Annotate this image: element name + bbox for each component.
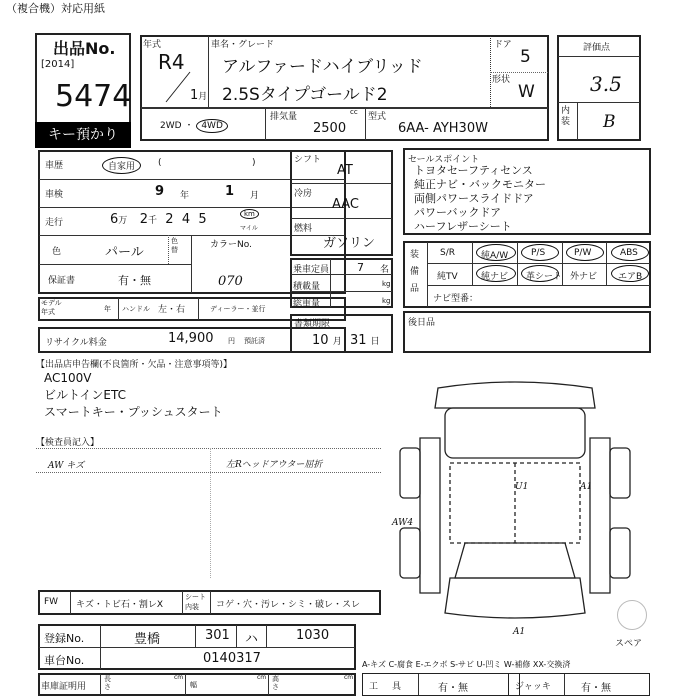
score-value: 3.5: [590, 72, 622, 96]
equip-sunroof: S/R: [440, 248, 455, 258]
seller-note: ビルトインETC: [44, 388, 126, 402]
inspection-label: 車検: [45, 190, 64, 200]
registration-city: 豊橋: [134, 632, 161, 647]
later-items-label: 後日品: [408, 318, 436, 328]
usage-label: 車歴: [45, 161, 64, 171]
spare-label: スペア: [615, 639, 643, 649]
equip-alloy-wheels-circled: 純A/W: [481, 251, 509, 261]
seat-items: コゲ・穴・汚レ・シミ・破レ・スレ: [216, 600, 361, 610]
ac-label: 冷房: [294, 189, 313, 199]
mileage-hundreds: 2: [165, 212, 174, 227]
inspector-label: 【検査員記入】: [36, 438, 100, 448]
interior-score: B: [603, 112, 616, 132]
sales-points-label: セールスポイント: [408, 155, 480, 165]
equip-leather-circled: 革シート: [526, 272, 563, 282]
unit-10k: 万: [118, 216, 128, 226]
lot-year-tag: [2014]: [41, 59, 75, 70]
recycle-label: リサイクル料金: [45, 338, 107, 348]
fuel-label: 燃料: [294, 224, 313, 234]
mileage-label: 走行: [45, 218, 64, 228]
drive-4wd-circled: 4WD: [196, 119, 228, 133]
seller-note: AC100V: [44, 371, 92, 385]
capacity-label: 乗車定員: [293, 265, 330, 275]
sales-point: 両側パワースライドドア: [414, 192, 534, 205]
shift-value: AT: [337, 163, 353, 178]
dealer-value: ディーラー・並行: [210, 305, 266, 313]
door-label: ドア: [494, 40, 512, 50]
month-unit: 月: [198, 92, 208, 102]
handle-label: ハンドル: [122, 305, 150, 313]
jack-box: [508, 673, 650, 696]
model-year-label: モデル年式: [41, 299, 62, 316]
seller-note: スマートキー・プッシュスタート: [44, 405, 223, 419]
equip-power-windows-circled: P/W: [574, 248, 592, 258]
sales-points-list: [414, 164, 546, 234]
garage-label: 車庫証明用: [41, 682, 87, 692]
deposited: 預託済: [244, 337, 265, 345]
paper-note: （複合機）対応用紙: [6, 2, 105, 15]
mileage-1k: 2: [139, 212, 148, 227]
docs-month: 10: [312, 333, 329, 348]
model-label: 型式: [368, 112, 387, 122]
docs-month-unit: 月: [332, 337, 342, 347]
damage-mark: AW4: [392, 518, 414, 528]
inspection-year: 9: [155, 184, 165, 199]
car-name: アルファードハイブリッド: [222, 57, 423, 77]
docs-day: 31: [349, 333, 367, 348]
drive-sep: ・: [184, 121, 194, 131]
registration-kana: ハ: [245, 632, 259, 647]
width-label: 幅: [190, 681, 197, 689]
fw-items: キズ・トビ石・割レX: [76, 600, 163, 610]
sales-point: ハーフレザーシート: [414, 220, 512, 233]
chassis-number: 0140317: [203, 651, 261, 666]
name-label: 車名・グレード: [211, 40, 275, 50]
recycle-fee: 14,900: [168, 331, 214, 346]
equip-abs-circled: ABS: [620, 248, 638, 258]
height-label: 高さ: [272, 675, 279, 691]
model-code: 6AA- AYH30W: [398, 121, 488, 136]
handle-value: 左・右: [158, 305, 186, 315]
interior-label: 内装: [561, 106, 571, 127]
tools-label: 工具: [369, 682, 416, 692]
usage-circled: 自家用: [102, 157, 141, 174]
spare-tire-icon: [617, 600, 647, 630]
equipment-label: 装備品: [410, 250, 420, 294]
damage-legend: A-キズ C-腐食 E-エクボ S-サビ U-凹ミ W-補修 XX-交換済: [362, 660, 571, 669]
month-value: [190, 88, 207, 103]
lot-number: 5474: [55, 79, 132, 114]
sales-point: 純正ナビ・バックモニター: [414, 178, 546, 191]
month-number: 1: [190, 88, 199, 103]
mileage-ones: 5: [198, 212, 207, 227]
inspector-note-1: AW キズ: [48, 461, 85, 471]
gross-label: 総重量: [293, 299, 321, 309]
shape-value: W: [518, 82, 535, 102]
cc-unit: cc: [350, 108, 358, 116]
capacity-value: 7: [357, 261, 364, 274]
docs-label: 書類期限: [294, 319, 331, 329]
equip-aftermarket-navi: 外ナビ: [570, 272, 598, 282]
drive-2wd: 2WD: [160, 121, 182, 131]
equip-airbag-circled: エアB: [618, 272, 643, 282]
registration-number: 1030: [296, 628, 330, 643]
warranty-label: 保証書: [48, 276, 76, 286]
displacement-value: 2500: [313, 121, 347, 136]
fuel-value: ガソリン: [323, 236, 376, 251]
kg-unit-2: kg: [382, 297, 391, 305]
ac-value: AAC: [332, 197, 359, 212]
later-items-box: [403, 311, 651, 353]
tools-box: [362, 673, 520, 696]
year-unit: 年: [180, 191, 190, 201]
drive-type: [160, 118, 228, 131]
docs-day-unit: 日: [370, 337, 380, 347]
cm-unit: cm: [174, 674, 184, 681]
sales-point: パワーバックドア: [414, 206, 502, 219]
shift-label: シフト: [294, 155, 322, 165]
seller-notes-label: 【出品店申告欄(不良箇所・欠品・注意事項等)】: [36, 360, 233, 370]
paren-open: (: [158, 158, 162, 168]
door-count: 5: [520, 47, 531, 67]
yen-unit: 円: [228, 337, 235, 345]
length-label: 長さ: [104, 675, 111, 691]
score-label: 評価点: [583, 43, 611, 53]
cm-unit: cm: [257, 674, 267, 681]
year-unit-3: 年: [104, 305, 111, 313]
kg-unit: kg: [382, 280, 391, 288]
mile-unit: マイル: [240, 225, 258, 232]
seller-notes: [44, 370, 223, 421]
paren-close: ): [252, 158, 256, 168]
lot-label: 出品No.: [53, 39, 116, 58]
damage-mark: U1: [515, 482, 529, 492]
equip-tv: 純TV: [437, 272, 458, 282]
inspector-note-2: 左Rヘッドアウター屈折: [226, 460, 323, 470]
car-grade: 2.5Sタイプゴールド2: [222, 85, 388, 105]
mileage: [110, 212, 207, 227]
seat-label: シート内装: [185, 593, 206, 611]
registration-class: 301: [205, 628, 230, 643]
color-label: 色: [52, 247, 62, 257]
displacement-label: 排気量: [270, 112, 298, 122]
load-label: 積載量: [293, 282, 321, 292]
km-circled: km: [240, 209, 259, 219]
jack-value: 有・無: [581, 683, 611, 694]
damage-mark: A1: [513, 627, 526, 637]
car-damage-diagram: [390, 378, 640, 638]
mileage-tens: 4: [181, 212, 191, 227]
warranty-value: 有・無: [118, 274, 151, 287]
jack-label: ジャッキ: [515, 682, 551, 692]
tools-value: 有・無: [438, 683, 468, 694]
year-label: 年式: [143, 40, 162, 50]
persons-unit: 名: [380, 265, 390, 275]
year-value: R4: [158, 50, 185, 74]
color-no-label: カラーNo.: [210, 240, 252, 250]
docs-date: [312, 333, 380, 348]
month-unit-2: 月: [250, 191, 260, 201]
equip-navi-circled: 純ナビ: [481, 272, 509, 282]
fw-label: FW: [44, 597, 59, 607]
color-no: 070: [218, 274, 243, 289]
sales-points-box: [403, 148, 651, 235]
key-badge: キー預かり: [35, 122, 131, 148]
color-value: パール: [105, 245, 144, 260]
shape-label: 形状: [492, 75, 511, 85]
mileage-10k: 6: [110, 212, 119, 227]
cm-unit: cm: [344, 674, 354, 681]
color-change-label: 色替: [171, 237, 178, 254]
equip-power-steering-circled: P/S: [531, 248, 546, 258]
inspection-month: 1: [225, 184, 235, 199]
registration-label: 登録No.: [44, 632, 85, 645]
unit-1k: 千: [147, 216, 157, 226]
sales-point: トヨタセーフティセンス: [414, 164, 533, 177]
navi-model-label: ナビ型番：: [433, 294, 479, 304]
damage-mark: A1: [580, 482, 593, 492]
chassis-label: 車台No.: [44, 654, 85, 667]
